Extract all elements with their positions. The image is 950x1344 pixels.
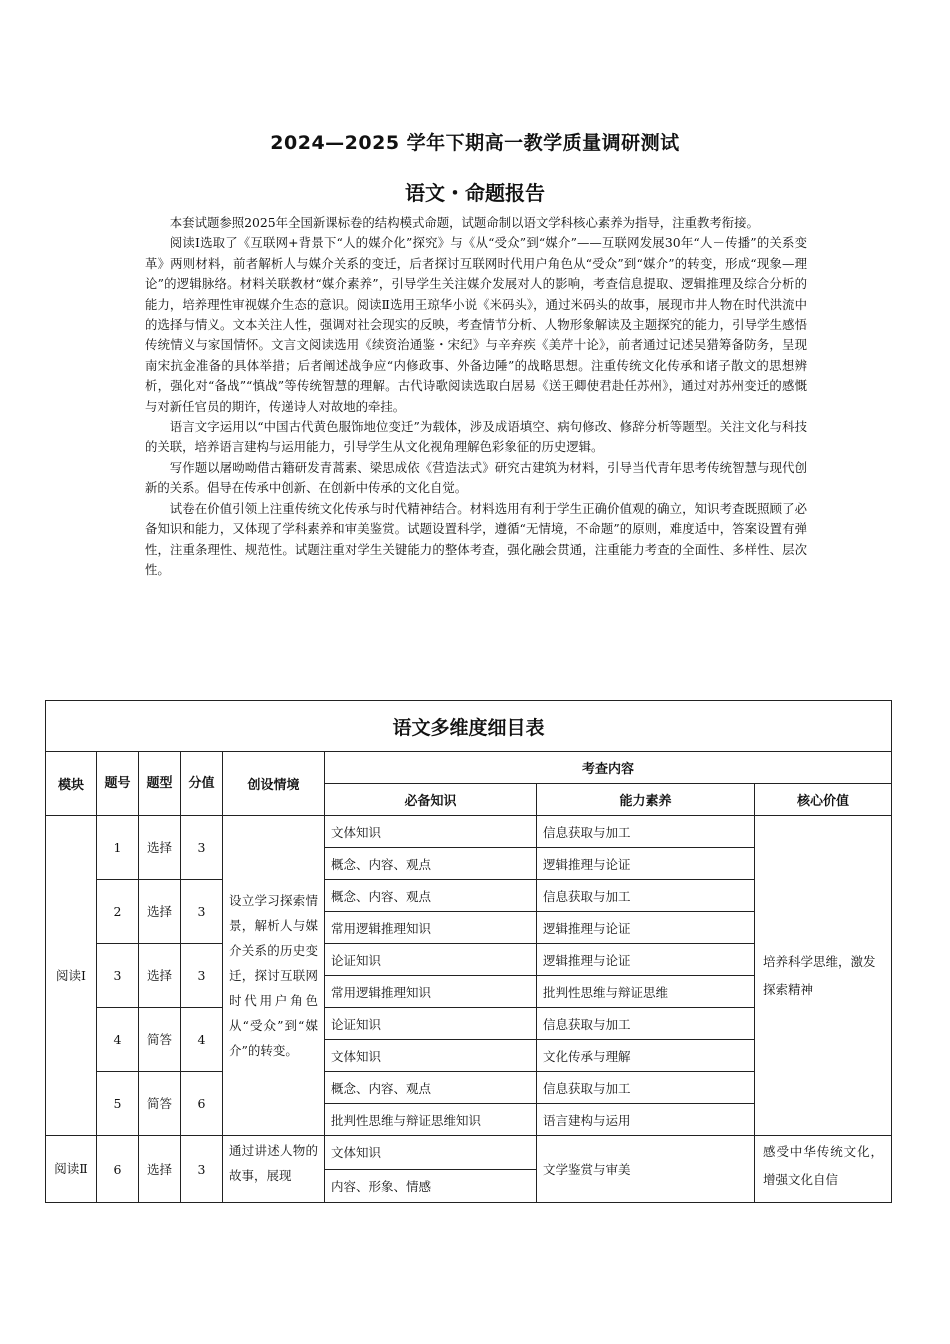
knowledge-cell: 文体知识 bbox=[325, 816, 537, 848]
ability-cell: 语言建构与运用 bbox=[537, 1104, 755, 1136]
header-qno: 题号 bbox=[97, 752, 139, 816]
ability-cell: 信息获取与加工 bbox=[537, 1072, 755, 1104]
score-cell: 3 bbox=[181, 880, 223, 944]
report-body bbox=[145, 213, 807, 580]
table-caption: 语文多维度细目表 bbox=[46, 701, 892, 752]
context-cell-wrapper bbox=[223, 1136, 325, 1203]
qtype-cell: 选择 bbox=[139, 816, 181, 880]
ability-cell: 逻辑推理与论证 bbox=[537, 944, 755, 976]
header-score: 分值 bbox=[181, 752, 223, 816]
value-cell: 感受中华传统文化，增强文化自信 bbox=[763, 1144, 884, 1187]
module-cell: 阅读Ⅱ bbox=[46, 1136, 97, 1203]
page-title: 2024—2025 学年下期高一教学质量调研测试 bbox=[270, 132, 680, 154]
header-context: 创设情境 bbox=[223, 752, 325, 816]
report-paragraph: 语言文字运用以“中国古代黄色服饰地位变迁”为载体，涉及成语填空、病句修改、修辞分析等题型。关注文化与科技的关联，培养语言建构与运用能力，引导学生从文化视角理解色彩象征的历史逻辑。 bbox=[145, 419, 807, 455]
knowledge-cell: 概念、内容、观点 bbox=[325, 848, 537, 880]
ability-cell: 批判性思维与辩证思维 bbox=[537, 976, 755, 1008]
header-content: 考查内容 bbox=[325, 752, 892, 784]
report-paragraph: 写作题以屠呦呦借古籍研发青蒿素、梁思成依《营造法式》研究古建筑为材料，引导当代青年思考传统智慧与现代创新的关系。倡导在传承中创新、在创新中传承的文化自觉。 bbox=[145, 459, 807, 496]
qno-cell: 4 bbox=[97, 1008, 139, 1072]
detail-table-container bbox=[45, 700, 891, 1203]
value-cell: 培养科学思维，激发探索精神 bbox=[755, 816, 892, 1136]
qno-cell: 2 bbox=[97, 880, 139, 944]
knowledge-cell: 概念、内容、观点 bbox=[325, 880, 537, 912]
report-paragraph: 阅读Ⅰ选取了《互联网+背景下“人的媒介化”探究》与《从“受众”到“媒介”——互联网发展30年“人－传播”的关系变革》两则材料，前者解析人与媒介关系的变迁，后者探讨互联网时代用户角色从“受众”到“媒介”的转变，形成“现象—理论”的逻辑脉络。材料关联教材“媒介素养”，引导学生关注媒介发展对人的影响，考查信息提取、逻辑推理及综合分析的能力，培养理性审视媒介生态的意识。阅读Ⅱ选用王琼华小说《米码头》，通过米码头的故事，展现市井人物在时代洪流中的选择与情义。文本关注人性，强调对社会现实的反映，考查情节分析、人物形象解读及主题探究的能力，引导学生感悟传统情义与家国情怀。文言文阅读选用《续资治通鉴・宋纪》与辛弃疾《美芹十论》，前者通过记述吴猎筹备防务，呈现南宋抗金准备的具体举措；后者阐述战争应“内修政事、外备边陲”的战略思想。注重传统文化传承和诸子散文的思想辨析，强化对“备战”“慎战”等传统智慧的理解。古代诗歌阅读选取白居易《送王卿使君赴任苏州》，通过对苏州变迁的感慨与对新任官员的期许，传递诗人对故地的牵挂。 bbox=[145, 235, 807, 414]
header-qtype: 题型 bbox=[139, 752, 181, 816]
page-subtitle: 语文・命题报告 bbox=[405, 181, 545, 205]
qtype-cell: 选择 bbox=[139, 944, 181, 1008]
qtype-cell: 简答 bbox=[139, 1008, 181, 1072]
qno-cell: 6 bbox=[97, 1136, 139, 1203]
table-row bbox=[46, 1136, 892, 1170]
report-paragraph: 试卷在价值引领上注重传统文化传承与时代精神结合。材料选用有利于学生正确价值观的确立，知识考查既照顾了必备知识和能力，又体现了学科素养和审美鉴赏。试题设置科学，遵循“无情境，不命题”的原则，难度适中，答案设置有弹性，注重条理性、规范性。试题注重对学生关键能力的整体考查，强化融会贯通，注重能力考查的全面性、多样性、层次性。 bbox=[145, 500, 807, 577]
knowledge-cell: 论证知识 bbox=[325, 1008, 537, 1040]
score-cell: 3 bbox=[181, 944, 223, 1008]
ability-cell: 信息获取与加工 bbox=[537, 816, 755, 848]
qtype-cell: 选择 bbox=[139, 880, 181, 944]
knowledge-cell: 批判性思维与辩证思维知识 bbox=[325, 1104, 537, 1136]
header-module: 模块 bbox=[46, 752, 97, 816]
ability-cell: 文学鉴赏与审美 bbox=[537, 1136, 755, 1203]
qno-cell: 5 bbox=[97, 1072, 139, 1136]
header-value: 核心价值 bbox=[755, 784, 892, 816]
context-cell: 设立学习探索情景，解析人与媒介关系的历史变迁，探讨互联网时代用户角色从“受众”到“媒介”的转变。 bbox=[223, 816, 325, 1136]
knowledge-cell: 论证知识 bbox=[325, 944, 537, 976]
qtype-cell: 简答 bbox=[139, 1072, 181, 1136]
context-cell: 通过讲述人物的故事，展现 bbox=[229, 1143, 318, 1183]
score-cell: 4 bbox=[181, 1008, 223, 1072]
score-cell: 3 bbox=[181, 1136, 223, 1203]
value-cell-wrapper bbox=[755, 1136, 892, 1203]
ability-cell: 逻辑推理与论证 bbox=[537, 848, 755, 880]
knowledge-cell: 概念、内容、观点 bbox=[325, 1072, 537, 1104]
report-paragraph: 本套试题参照2025年全国新课标卷的结构模式命题，试题命制以语文学科核心素养为指导，注重教考衔接。 bbox=[169, 215, 759, 230]
score-cell: 6 bbox=[181, 1072, 223, 1136]
ability-cell: 信息获取与加工 bbox=[537, 880, 755, 912]
module-cell: 阅读Ⅰ bbox=[46, 816, 97, 1136]
knowledge-cell: 内容、形象、情感 bbox=[325, 1169, 537, 1203]
ability-cell: 信息获取与加工 bbox=[537, 1008, 755, 1040]
qno-cell: 1 bbox=[97, 816, 139, 880]
ability-cell: 文化传承与理解 bbox=[537, 1040, 755, 1072]
header-ability: 能力素养 bbox=[537, 784, 755, 816]
knowledge-cell: 常用逻辑推理知识 bbox=[325, 912, 537, 944]
header-knowledge: 必备知识 bbox=[325, 784, 537, 816]
knowledge-cell: 文体知识 bbox=[325, 1136, 537, 1170]
qno-cell: 3 bbox=[97, 944, 139, 1008]
qtype-cell: 选择 bbox=[139, 1136, 181, 1203]
ability-cell: 逻辑推理与论证 bbox=[537, 912, 755, 944]
knowledge-cell: 常用逻辑推理知识 bbox=[325, 976, 537, 1008]
score-cell: 3 bbox=[181, 816, 223, 880]
detail-table bbox=[45, 700, 892, 1203]
knowledge-cell: 文体知识 bbox=[325, 1040, 537, 1072]
table-row bbox=[46, 816, 892, 848]
